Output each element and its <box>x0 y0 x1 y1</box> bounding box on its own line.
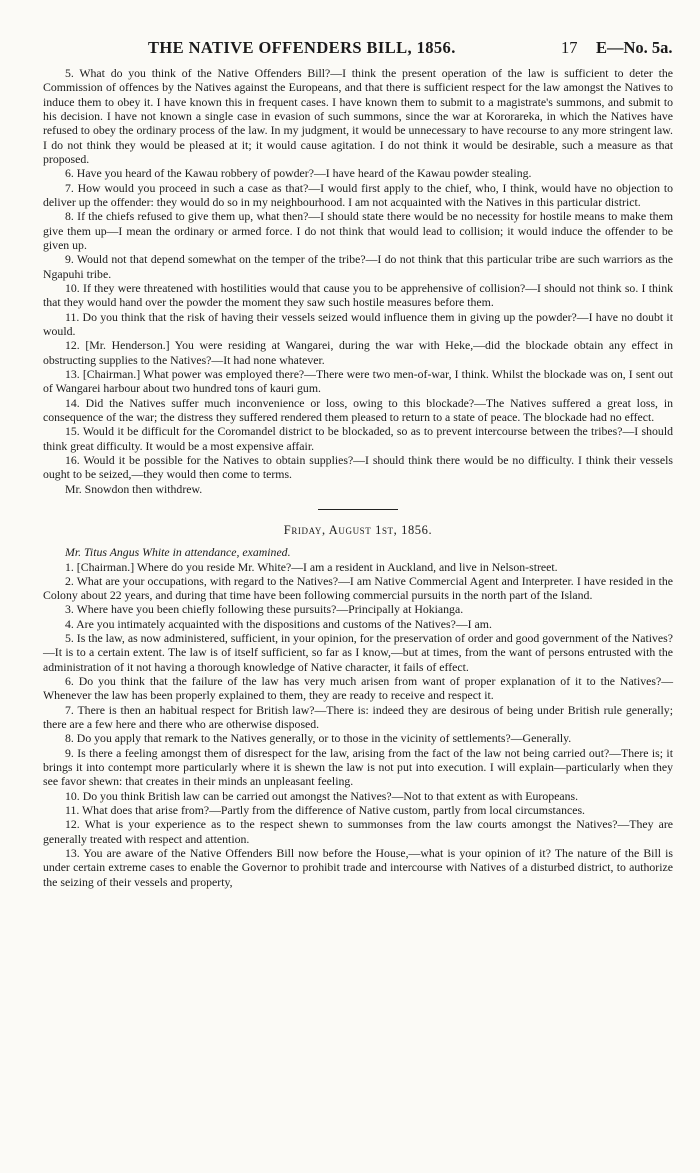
document-body <box>43 66 673 889</box>
paragraph: 10. Do you think British law can be carried out amongst the Natives?—Not to that extent as with Europeans. <box>65 788 579 803</box>
page-number: 17 <box>561 38 578 57</box>
section-divider <box>318 509 398 510</box>
paragraph: 3. Where have you been chiefly following these pursuits?—Principally at Hokianga. <box>65 602 464 617</box>
paragraph: 6. Do you think that the failure of the law has very much arisen from want of proper explanation of it to the Natives?—Whenever the law has been properly explained to them, they are ready to receive and respect it. <box>43 674 673 703</box>
paragraph: 6. Have you heard of the Kawau robbery of powder?—I have heard of the Kawau powder stealing. <box>65 166 532 181</box>
running-header <box>0 38 700 60</box>
paragraph: 13. You are aware of the Native Offenders Bill now before the House,—what is your opinion of it? The nature of the Bill is under certain extreme cases to enable the Governor to prohibit trade and intercourse with Natives of a disturbed district, to authorize the seizing of their vessels and property, <box>43 846 673 889</box>
paragraph: 1. [Chairman.] Where do you reside Mr. White?—I am a resident in Auckland, and live in Nelson-street. <box>65 559 558 574</box>
page-title: THE NATIVE OFFENDERS BILL, 1856. <box>148 38 456 57</box>
paragraph: 12. [Mr. Henderson.] You were residing at Wangarei, during the war with Heke,—did the blockade obtain any effect in obstructing supplies to the Natives?—It had none whatever. <box>43 338 673 367</box>
paragraph: 12. What is your experience as to the respect shewn to summonses from the law courts amongst the Natives?—They are generally treated with respect and attention. <box>43 817 673 846</box>
witness-line: Mr. Titus Angus White in attendance, examined. <box>65 545 291 560</box>
paragraph: 13. [Chairman.] What power was employed there?—There were two men-of-war, I think. Whilst the blockade was on, I sent out of Wangarei harbour about two hundred tons of kauri gum. <box>43 366 673 396</box>
paragraph: 9. Would not that depend somewhat on the temper of the tribe?—I do not think that this particular tribe are such warriors as the Ngapuhi tribe. <box>43 252 673 281</box>
paragraph: 14. Did the Natives suffer much inconvenience or loss, owing to this blockade?—The Natives suffered a great loss, in consequence of the war; the distress they suffered rendered them pleased to return to a state of peace. The blockade had no effect. <box>43 395 673 424</box>
paragraph: 7. How would you proceed in such a case as that?—I would first apply to the chief, who, I think, would have no objection to deliver up the offender: they would do so in my neighbourhood. I am not acquainted with the Natives in this particular district. <box>43 180 673 209</box>
paragraph: 8. If the chiefs refused to give them up, what then?—I should state there would be no necessity for hostile means to make them give them up—I mean the ordinary or armed force. I do not think that would lead to collision; it would induce the offender to be given up. <box>43 209 673 252</box>
paragraph: 4. Are you intimately acquainted with the dispositions and customs of the Natives?—I am. <box>65 616 492 631</box>
paragraph: 16. Would it be possible for the Natives to obtain supplies?—I should think there would be no difficulty. I think their vessels ought to be seized,—they would then come to terms. <box>43 452 673 482</box>
document-reference: E—No. 5a. <box>596 38 673 57</box>
session-date: Friday, August 1st, 1856. <box>283 522 433 537</box>
paragraph: 5. What do you think of the Native Offenders Bill?—I think the present operation of the law is sufficient to deter the Commission of offences by the Natives against the Europeans, and that there is sufficient respect for the law amongst the Natives to induce them to obey it. I have known this in frequent cases. I have known them to submit to a magistrate's summons, and submit to his decision. I have not known a single case in evasion of such summons, since the war at Kororareka, in which the Natives have refused to obey the ordinary process of the law. In my judgment, it would be unnecessary to have recourse to any more stringent law. I do not think they would be pleased at it; it would cause agitation. I do not think it would be desirable, such a measure as that proposed. <box>43 66 673 166</box>
paragraph: 11. Do you think that the risk of having their vessels seized would influence them in giving up the powder?—I have no doubt it would. <box>43 309 673 338</box>
withdrawal-note: Mr. Snowdon then withdrew. <box>65 481 203 496</box>
testimony-section-1 <box>43 66 673 496</box>
paragraph: 9. Is there a feeling amongst them of disrespect for the law, arising from the fact of the law not being carried out?—There is; it brings it into contempt more particularly where it is shewn the law is not put into execution. I will explain—particularly when they see favor shewn: that creates in their minds an unpleasant feeling. <box>43 745 673 789</box>
paragraph: 15. Would it be difficult for the Coromandel district to be blockaded, so as to prevent intercourse between the tribes?—I should think great difficulty. It would be a most expensive affair. <box>43 424 673 453</box>
paragraph: 10. If they were threatened with hostilities would that cause you to be apprehensive of collision?—I should not think so. I think that they would hand over the powder the moment they saw such hostile measures before them. <box>43 280 673 310</box>
paragraph: 8. Do you apply that remark to the Natives generally, or to those in the vicinity of settlements?—Generally. <box>65 731 572 746</box>
paragraph: 5. Is the law, as now administered, sufficient, in your opinion, for the preservation of order and good government of the Natives?—It is to a certain extent. The law is of itself sufficient, so far as I know,—but at times, from the want of persons entrusted with the administration of it not having a thorough knowledge of Native character, it fails of effect. <box>43 631 673 674</box>
testimony-section-2 <box>43 560 673 890</box>
paragraph: 7. There is then an habitual respect for British law?—There is: indeed they are desirous of being under British rule generally; there are a few here and there who are otherwise disposed. <box>43 702 673 732</box>
paragraph: 11. What does that arise from?—Partly from the difference of Native custom, partly from local circumstances. <box>65 803 585 818</box>
paragraph: 2. What are your occupations, with regard to the Natives?—I am Native Commercial Agent and Interpreter. I have resided in the Colony about 22 years, and during that time have been following commercial pursuits in the north part of the Island. <box>43 573 673 603</box>
